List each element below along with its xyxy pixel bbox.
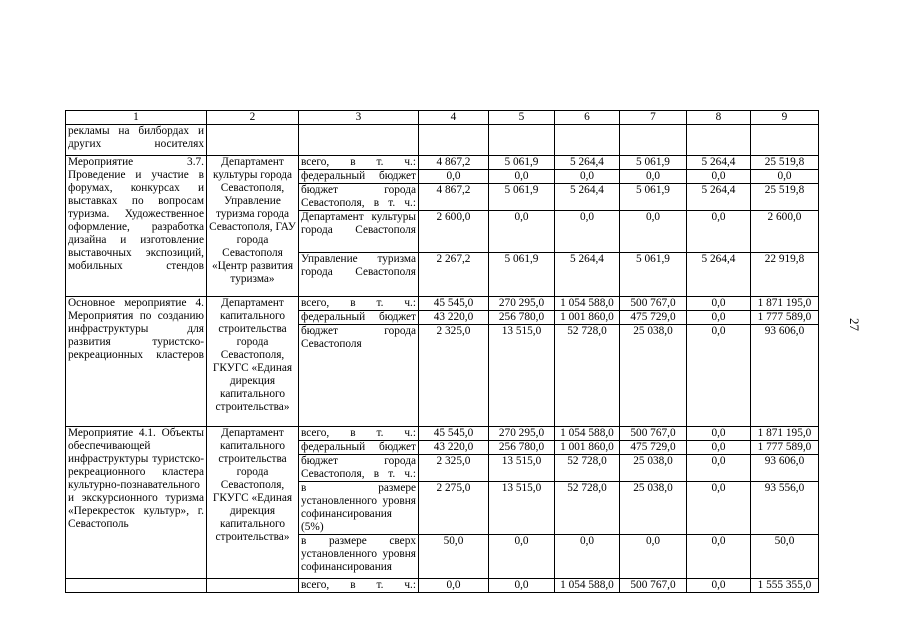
table-row bbox=[66, 297, 819, 311]
header-cell: 6 bbox=[555, 111, 620, 125]
value-cell: 5 061,9 bbox=[620, 156, 687, 170]
activity-cell bbox=[66, 579, 207, 593]
value-cell: 93 606,0 bbox=[751, 455, 819, 482]
source-cell: бюджет города Севастополя, в т. ч.: bbox=[299, 184, 419, 211]
value-cell: 0,0 bbox=[687, 170, 751, 184]
value-cell: 2 275,0 bbox=[419, 482, 489, 535]
value-cell: 25 519,8 bbox=[751, 184, 819, 211]
value-cell: 500 767,0 bbox=[620, 297, 687, 311]
source-cell: всего, в т. ч.: bbox=[299, 427, 419, 441]
value-cell: 1 054 588,0 bbox=[555, 427, 620, 441]
value-cell: 43 220,0 bbox=[419, 441, 489, 455]
value-cell: 0,0 bbox=[687, 427, 751, 441]
table-row bbox=[66, 156, 819, 170]
value-cell: 500 767,0 bbox=[620, 579, 687, 593]
executor-cell: Департамент культуры города Севастополя, Управление туризма города Севастополя, ГАУ города Севастополя «Центр развития туризма» bbox=[207, 156, 299, 297]
value-cell: 0,0 bbox=[620, 535, 687, 579]
value-cell: 5 264,4 bbox=[687, 184, 751, 211]
value-cell: 475 729,0 bbox=[620, 311, 687, 325]
source-cell: федеральный бюджет bbox=[299, 441, 419, 455]
value-cell: 0,0 bbox=[687, 441, 751, 455]
value-cell: 1 001 860,0 bbox=[555, 441, 620, 455]
value-cell: 93 556,0 bbox=[751, 482, 819, 535]
value-cell: 1 777 589,0 bbox=[751, 441, 819, 455]
activity-cell: Основное мероприятие 4. Мероприятия по созданию инфраструктуры для развития туристско-рекреационных кластеров bbox=[66, 297, 207, 427]
value-cell: 500 767,0 bbox=[620, 427, 687, 441]
activity-cell: Мероприятие 3.7. Проведение и участие в форумах, конкурсах и выставках по вопросам туризма. Художественное оформление, разработка дизайна и изготовление выставочных экспозиций, мобильных стендов bbox=[66, 156, 207, 297]
value-cell: 5 264,4 bbox=[687, 156, 751, 170]
value-cell: 52 728,0 bbox=[555, 482, 620, 535]
header-cell: 3 bbox=[299, 111, 419, 125]
value-cell: 0,0 bbox=[687, 535, 751, 579]
page-number: 27 bbox=[847, 318, 862, 331]
value-cell: 4 867,2 bbox=[419, 156, 489, 170]
value-cell: 0,0 bbox=[555, 535, 620, 579]
value-cell: 13 515,0 bbox=[489, 455, 555, 482]
table-row bbox=[66, 125, 819, 156]
value-cell: 0,0 bbox=[687, 455, 751, 482]
value-cell: 0,0 bbox=[489, 170, 555, 184]
value-cell: 0,0 bbox=[489, 535, 555, 579]
value-cell: 5 061,9 bbox=[620, 253, 687, 297]
value-cell: 0,0 bbox=[555, 211, 620, 253]
value-cell: 1 871 195,0 bbox=[751, 297, 819, 311]
header-cell: 7 bbox=[620, 111, 687, 125]
value-cell: 2 600,0 bbox=[751, 211, 819, 253]
value-cell: 0,0 bbox=[687, 211, 751, 253]
source-cell: в размере установленного уровня софинансирования (5%) bbox=[299, 482, 419, 535]
header-cell: 5 bbox=[489, 111, 555, 125]
value-cell: 0,0 bbox=[687, 482, 751, 535]
source-cell: Департамент культуры города Севастополя bbox=[299, 211, 419, 253]
value-cell: 256 780,0 bbox=[489, 441, 555, 455]
value-cell: 256 780,0 bbox=[489, 311, 555, 325]
value-cell: 50,0 bbox=[419, 535, 489, 579]
header-cell: 1 bbox=[66, 111, 207, 125]
value-cell: 25 038,0 bbox=[620, 482, 687, 535]
source-cell: бюджет города Севастополя bbox=[299, 325, 419, 427]
value-cell: 52 728,0 bbox=[555, 325, 620, 427]
value-cell: 0,0 bbox=[419, 579, 489, 593]
value-cell: 0,0 bbox=[687, 297, 751, 311]
value-cell: 5 061,9 bbox=[620, 184, 687, 211]
value-cell: 52 728,0 bbox=[555, 455, 620, 482]
value-cell: 0,0 bbox=[489, 579, 555, 593]
value-cell: 2 325,0 bbox=[419, 325, 489, 427]
value-cell: 5 264,4 bbox=[687, 253, 751, 297]
value-cell: 25 519,8 bbox=[751, 156, 819, 170]
header-cell: 8 bbox=[687, 111, 751, 125]
value-cell: 0,0 bbox=[620, 211, 687, 253]
header-row bbox=[66, 111, 819, 125]
source-cell: Управление туризма города Севастополя bbox=[299, 253, 419, 297]
value-cell: 93 606,0 bbox=[751, 325, 819, 427]
value-cell: 13 515,0 bbox=[489, 482, 555, 535]
value-cell: 50,0 bbox=[751, 535, 819, 579]
value-cell: 0,0 bbox=[751, 170, 819, 184]
value-cell: 5 061,9 bbox=[489, 253, 555, 297]
value-cell: 1 001 860,0 bbox=[555, 311, 620, 325]
value-cell: 270 295,0 bbox=[489, 427, 555, 441]
header-cell: 4 bbox=[419, 111, 489, 125]
value-cell: 5 264,4 bbox=[555, 253, 620, 297]
value-cell: 0,0 bbox=[419, 170, 489, 184]
header-cell: 9 bbox=[751, 111, 819, 125]
value-cell: 0,0 bbox=[687, 311, 751, 325]
source-cell: федеральный бюджет bbox=[299, 170, 419, 184]
value-cell: 5 264,4 bbox=[555, 184, 620, 211]
value-cell: 2 267,2 bbox=[419, 253, 489, 297]
value-cell: 0,0 bbox=[620, 170, 687, 184]
executor-cell bbox=[207, 579, 299, 593]
value-cell: 0,0 bbox=[489, 211, 555, 253]
source-cell: бюджет города Севастополя, в т. ч.: bbox=[299, 455, 419, 482]
executor-cell: Департамент капитального строительства города Севастополя, ГКУГС «Единая дирекция капитального строительства» bbox=[207, 427, 299, 579]
value-cell: 13 515,0 bbox=[489, 325, 555, 427]
source-cell: всего, в т. ч.: bbox=[299, 156, 419, 170]
activity-cell: Мероприятие 4.1. Объекты обеспечивающей инфраструктуры туристско-рекреационного кластера культурно-познавательного и экскурсионного туризма «Перекресток культур», г. Севастополь bbox=[66, 427, 207, 579]
value-cell: 475 729,0 bbox=[620, 441, 687, 455]
value-cell: 1 054 588,0 bbox=[555, 297, 620, 311]
source-cell: в размере сверх установленного уровня софинансирования bbox=[299, 535, 419, 579]
executor-cell: Департамент капитального строительства города Севастополя, ГКУГС «Единая дирекция капитального строительства» bbox=[207, 297, 299, 427]
value-cell: 270 295,0 bbox=[489, 297, 555, 311]
value-cell: 5 061,9 bbox=[489, 184, 555, 211]
value-cell: 0,0 bbox=[687, 579, 751, 593]
value-cell: 1 555 355,0 bbox=[751, 579, 819, 593]
budget-table bbox=[65, 110, 819, 593]
table-row bbox=[66, 427, 819, 441]
activity-cell: рекламы на билбордах и других носителях bbox=[66, 125, 207, 156]
table-row bbox=[66, 579, 819, 593]
value-cell: 0,0 bbox=[555, 170, 620, 184]
value-cell: 45 545,0 bbox=[419, 297, 489, 311]
value-cell: 1 054 588,0 bbox=[555, 579, 620, 593]
value-cell: 1 777 589,0 bbox=[751, 311, 819, 325]
value-cell: 2 600,0 bbox=[419, 211, 489, 253]
value-cell: 0,0 bbox=[687, 325, 751, 427]
source-cell: всего, в т. ч.: bbox=[299, 579, 419, 593]
value-cell: 43 220,0 bbox=[419, 311, 489, 325]
value-cell: 4 867,2 bbox=[419, 184, 489, 211]
source-cell: федеральный бюджет bbox=[299, 311, 419, 325]
value-cell: 25 038,0 bbox=[620, 325, 687, 427]
value-cell: 2 325,0 bbox=[419, 455, 489, 482]
value-cell: 22 919,8 bbox=[751, 253, 819, 297]
source-cell: всего, в т. ч.: bbox=[299, 297, 419, 311]
value-cell: 5 264,4 bbox=[555, 156, 620, 170]
header-cell: 2 bbox=[207, 111, 299, 125]
value-cell: 25 038,0 bbox=[620, 455, 687, 482]
value-cell: 5 061,9 bbox=[489, 156, 555, 170]
value-cell: 45 545,0 bbox=[419, 427, 489, 441]
value-cell: 1 871 195,0 bbox=[751, 427, 819, 441]
